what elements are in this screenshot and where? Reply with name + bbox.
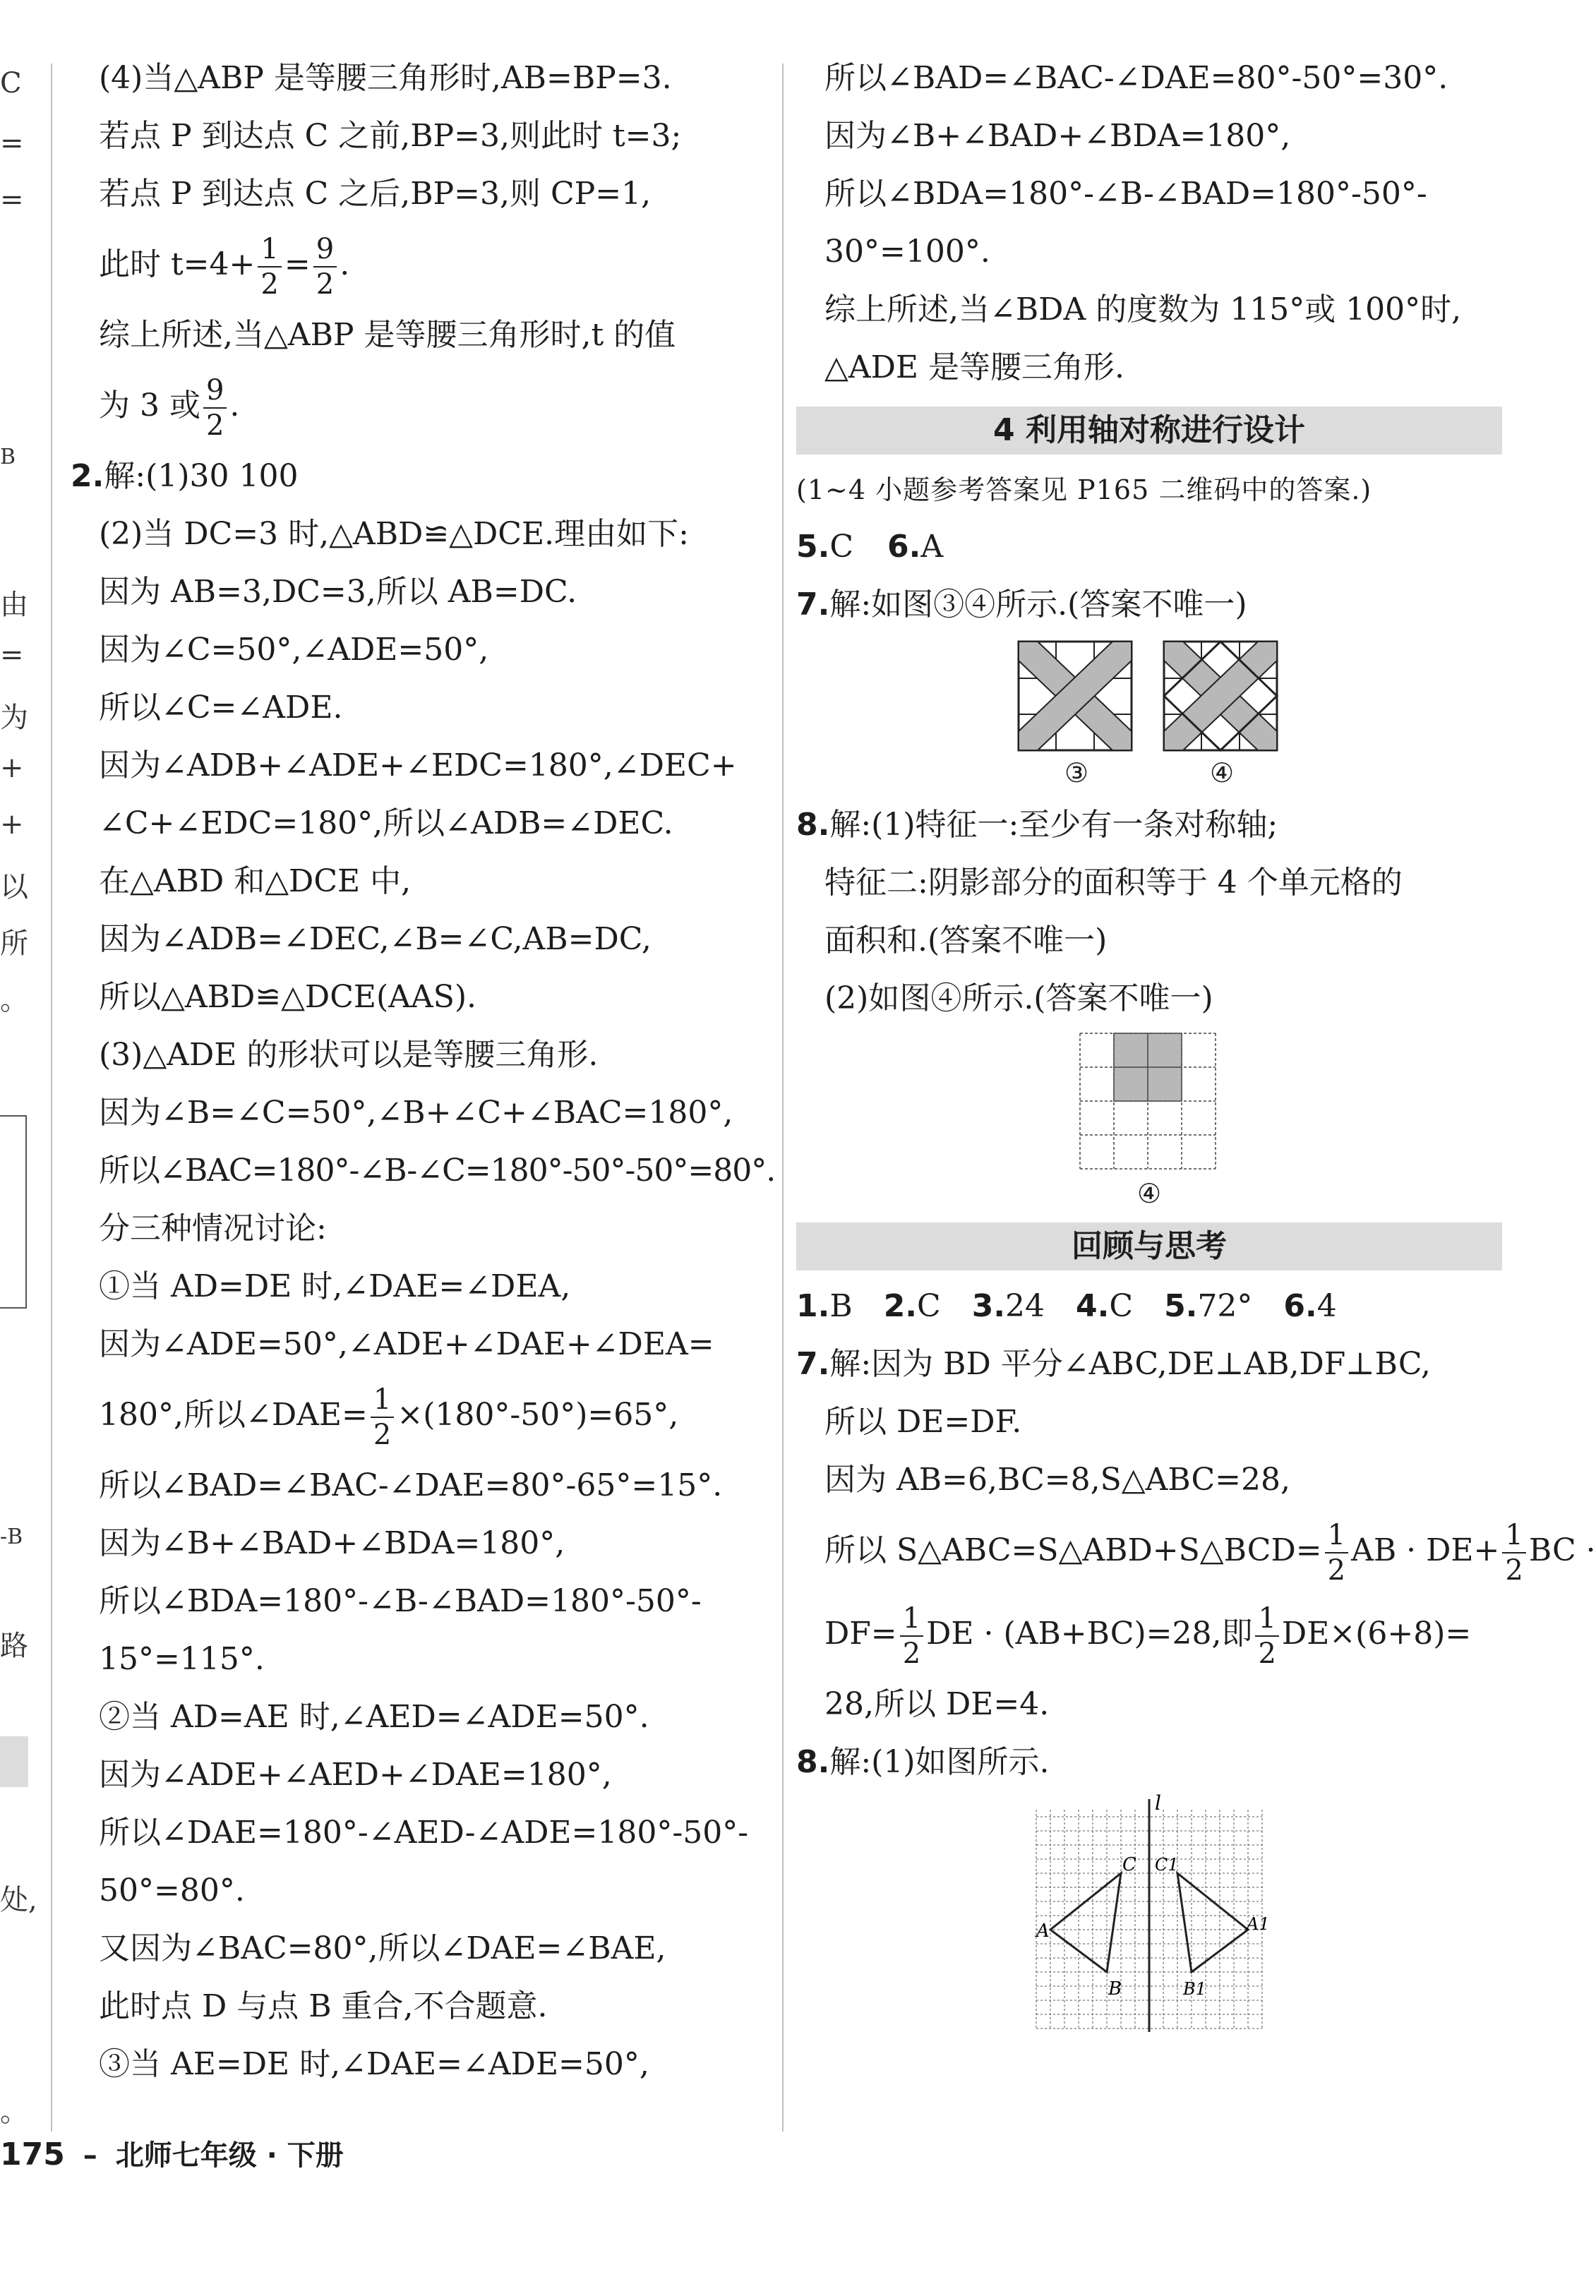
text-line: 30°=100°.	[824, 234, 990, 270]
denominator: 2	[316, 268, 335, 301]
fraction	[1502, 1518, 1525, 1587]
text-line: 因为∠ADB=∠DEC,∠B=∠C,AB=DC,	[99, 921, 652, 957]
reference-note: (1~4 小题参考答案见 P165 二维码中的答案.)	[796, 474, 1372, 505]
question-number: 1.	[796, 1288, 830, 1324]
section-heading-design: 4 利用轴对称进行设计	[796, 407, 1502, 455]
fraction	[371, 1383, 394, 1451]
edge-char: 。	[0, 2096, 28, 2128]
text-line: 28,所以 DE=4.	[824, 1686, 1050, 1722]
text-run: DE · (AB+BC)=28,即	[926, 1616, 1253, 1652]
text-line: 所以∠BAD=∠BAC-∠DAE=80°-65°=15°.	[99, 1467, 723, 1503]
numerator: 1	[258, 235, 281, 268]
grid-drawing	[1079, 1032, 1220, 1173]
text-line: ①当 AD=DE 时,∠DAE=∠DEA,	[99, 1268, 571, 1304]
text-line	[796, 1592, 1502, 1676]
text-line	[71, 364, 769, 447]
edge-char: 所	[0, 927, 28, 960]
denominator: 2	[205, 409, 224, 442]
text-line: 因为∠B=∠C=50°,∠B+∠C+∠BAC=180°,	[99, 1095, 733, 1131]
figure-3-drawing	[1016, 639, 1136, 752]
text-run: 解:(1)如图所示.	[829, 1744, 1050, 1780]
figure-4-grid	[796, 1032, 1502, 1211]
question-number: 5.	[1164, 1288, 1198, 1324]
answer-value: 72°	[1197, 1288, 1253, 1324]
text-run: ×(180°-50°)=65°,	[397, 1397, 679, 1433]
answer-value: C	[1109, 1288, 1134, 1324]
answer-row	[796, 518, 1502, 576]
fraction	[900, 1601, 923, 1670]
page-number: 175	[0, 2136, 65, 2172]
figure-row-3-4	[796, 639, 1502, 791]
point-label-c: C	[1122, 1854, 1136, 1875]
question-number: 6.	[887, 529, 921, 565]
text-run: 此时 t=4+	[99, 246, 256, 282]
text-run: .	[340, 246, 350, 282]
question-number: 6.	[1283, 1288, 1317, 1324]
answer-value: A	[920, 529, 944, 565]
text-run: 所以 S△ABC=S△ABD+S△BCD=	[824, 1532, 1322, 1568]
answer-value: B	[829, 1288, 853, 1324]
figure-4	[1162, 639, 1282, 791]
fraction	[203, 373, 227, 442]
left-column	[71, 49, 776, 2093]
edge-char: +	[0, 752, 24, 784]
question-line	[796, 1733, 1502, 1791]
edge-char: -B	[0, 1525, 23, 1549]
reflection-drawing	[1029, 1791, 1270, 2036]
fraction	[258, 232, 281, 301]
text-run: DE×(6+8)=	[1281, 1616, 1472, 1652]
text-line: (2)当 DC=3 时,△ABD≌△DCE.理由如下:	[99, 516, 689, 552]
axis-label-l: l	[1155, 1791, 1161, 1815]
point-label-c1: C1	[1155, 1855, 1179, 1875]
text-line: 所以∠C=∠ADE.	[99, 690, 343, 726]
column-divider	[782, 64, 784, 2132]
numerator: 9	[203, 376, 227, 409]
text-run: DF=	[824, 1616, 897, 1652]
question-number: 2.	[71, 458, 104, 494]
text-run: 解:(1)30 100	[104, 458, 299, 494]
question-line	[796, 576, 1502, 634]
question-number: 2.	[883, 1288, 918, 1324]
text-run: BC ·	[1528, 1532, 1596, 1568]
denominator: 2	[1327, 1553, 1346, 1587]
point-label-b1: B1	[1183, 1979, 1206, 1999]
text-line: (3)△ADE 的形状可以是等腰三角形.	[99, 1037, 599, 1073]
numerator: 1	[900, 1604, 923, 1637]
edge-char: 由	[0, 589, 28, 621]
answer-value: C	[829, 529, 854, 565]
text-line: △ADE 是等腰三角形.	[824, 349, 1124, 385]
fraction	[1255, 1601, 1278, 1670]
text-line: 因为∠ADB+∠ADE+∠EDC=180°,∠DEC+	[99, 747, 737, 783]
page-footer	[0, 2130, 565, 2180]
text-line: 面积和.(答案不唯一)	[824, 922, 1108, 958]
text-run: 解:因为 BD 平分∠ABC,DE⊥AB,DF⊥BC,	[829, 1346, 1431, 1382]
text-line: ②当 AD=AE 时,∠AED=∠ADE=50°.	[99, 1699, 649, 1735]
clipped-band	[0, 1736, 28, 1787]
right-column	[796, 49, 1596, 2038]
book-title: 北师七年级 · 下册	[115, 2139, 344, 2172]
text-line: 因为 AB=3,DC=3,所以 AB=DC.	[99, 574, 577, 610]
text-line	[796, 1509, 1596, 1592]
text-run: 为 3 或	[99, 387, 200, 423]
numerator: 1	[1255, 1604, 1278, 1637]
edge-char: =	[0, 184, 24, 216]
edge-char: 。	[0, 984, 28, 1016]
text-line: 15°=115°.	[99, 1641, 265, 1677]
text-line: (4)当△ABP 是等腰三角形时,AB=BP=3.	[99, 60, 672, 96]
denominator: 2	[260, 268, 279, 301]
text-run: 解:如图③④所示.(答案不唯一)	[829, 587, 1247, 623]
text-line: 所以∠DAE=180°-∠AED-∠ADE=180°-50°-	[99, 1815, 749, 1851]
figure-caption: ③	[1064, 757, 1089, 788]
text-run: =	[284, 246, 311, 282]
question-number: 4.	[1076, 1288, 1110, 1324]
question-number: 8.	[796, 1744, 830, 1780]
numerator: 1	[371, 1386, 394, 1418]
question-number: 8.	[796, 807, 830, 843]
numerator: 9	[313, 235, 337, 268]
text-line	[71, 1374, 769, 1457]
text-line: 所以∠BAC=180°-∠B-∠C=180°-50°-50°=80°.	[99, 1153, 776, 1189]
text-line: 所以∠BDA=180°-∠B-∠BAD=180°-50°-	[99, 1583, 702, 1619]
figure-4-drawing	[1162, 639, 1282, 752]
text-line: 若点 P 到达点 C 之前,BP=3,则此时 t=3;	[99, 118, 682, 154]
denominator: 2	[373, 1418, 392, 1451]
text-line: ∠C+∠EDC=180°,所以∠ADB=∠DEC.	[99, 805, 673, 841]
left-column-rule	[51, 64, 52, 2132]
numerator: 1	[1502, 1521, 1525, 1553]
text-line: 又因为∠BAC=80°,所以∠DAE=∠BAE,	[99, 1930, 666, 1966]
question-line	[71, 447, 769, 505]
text-line: 因为∠B+∠BAD+∠BDA=180°,	[99, 1525, 565, 1561]
text-line: (2)如图④所示.(答案不唯一)	[824, 980, 1213, 1016]
point-label-a: A	[1036, 1921, 1050, 1942]
fraction	[313, 232, 337, 301]
text-line: 所以∠BAD=∠BAC-∠DAE=80°-50°=30°.	[824, 60, 1448, 96]
edge-char: C	[0, 67, 22, 100]
text-line	[71, 223, 769, 306]
text-line: 因为∠B+∠BAD+∠BDA=180°,	[824, 118, 1291, 154]
point-label-a1: A1	[1247, 1914, 1270, 1934]
text-line: 因为 AB=6,BC=8,S△ABC=28,	[824, 1462, 1291, 1498]
section-heading-review: 回顾与思考	[796, 1222, 1502, 1270]
question-number: 5.	[796, 529, 830, 565]
text-line: 所以 DE=DF.	[824, 1404, 1022, 1440]
clipped-table	[0, 1115, 27, 1309]
text-run: .	[229, 387, 240, 423]
point-label-b: B	[1108, 1978, 1122, 2000]
edge-char: =	[0, 127, 24, 160]
figure-3	[1016, 639, 1136, 791]
text-line: 因为∠ADE=50°,∠ADE+∠DAE+∠DEA=	[99, 1326, 714, 1362]
numerator: 1	[1325, 1521, 1348, 1553]
text-line: 50°=80°.	[99, 1873, 245, 1909]
fraction	[1325, 1518, 1348, 1587]
text-run: 解:(1)特征一:至少有一条对称轴;	[829, 807, 1278, 843]
text-line: 所以∠BDA=180°-∠B-∠BAD=180°-50°-	[824, 176, 1427, 212]
text-line: 在△ABD 和△DCE 中,	[99, 863, 412, 899]
denominator: 2	[1505, 1553, 1523, 1587]
text-line: 因为∠C=50°,∠ADE=50°,	[99, 632, 489, 668]
reflection-figure	[796, 1791, 1502, 2038]
question-number: 7.	[796, 1346, 830, 1382]
question-line	[796, 1335, 1502, 1393]
text-line: 所以△ABD≌△DCE(AAS).	[99, 979, 477, 1015]
answer-value: C	[917, 1288, 941, 1324]
edge-char: 为	[0, 702, 28, 734]
edge-char: 以	[0, 871, 28, 903]
text-line: 此时点 D 与点 B 重合,不合题意.	[99, 1988, 548, 2024]
answer-value: 24	[1005, 1288, 1045, 1324]
text-line: 特征二:阴影部分的面积等于 4 个单元格的	[824, 865, 1403, 901]
denominator: 2	[902, 1637, 921, 1670]
text-line: 综上所述,当∠BDA 的度数为 115°或 100°时,	[824, 291, 1462, 327]
text-line: 综上所述,当△ABP 是等腰三角形时,t 的值	[99, 317, 676, 353]
edge-char: B	[0, 445, 16, 469]
text-line: 分三种情况讨论:	[99, 1210, 327, 1246]
edge-char: 路	[0, 1630, 28, 1662]
text-run: AB · DE+	[1351, 1532, 1500, 1568]
text-line: 因为∠ADE+∠AED+∠DAE=180°,	[99, 1757, 612, 1793]
text-run: 180°,所以∠DAE=	[99, 1397, 368, 1433]
answer-value: 4	[1316, 1288, 1337, 1324]
question-number: 3.	[971, 1288, 1006, 1324]
edge-char: =	[0, 639, 24, 671]
text-line: 若点 P 到达点 C 之后,BP=3,则 CP=1,	[99, 176, 652, 212]
edge-char: 处,	[0, 1884, 37, 1916]
edge-char: +	[0, 808, 24, 841]
text-line: ③当 AE=DE 时,∠DAE=∠ADE=50°,	[99, 2046, 649, 2082]
figure-caption: ④	[1209, 757, 1235, 788]
denominator: 2	[1258, 1637, 1276, 1670]
figure-caption: ④	[1136, 1178, 1162, 1209]
question-line	[796, 796, 1502, 854]
question-number: 7.	[796, 587, 830, 623]
footer-dash: –	[83, 2139, 97, 2172]
answer-row	[796, 1278, 1502, 1335]
